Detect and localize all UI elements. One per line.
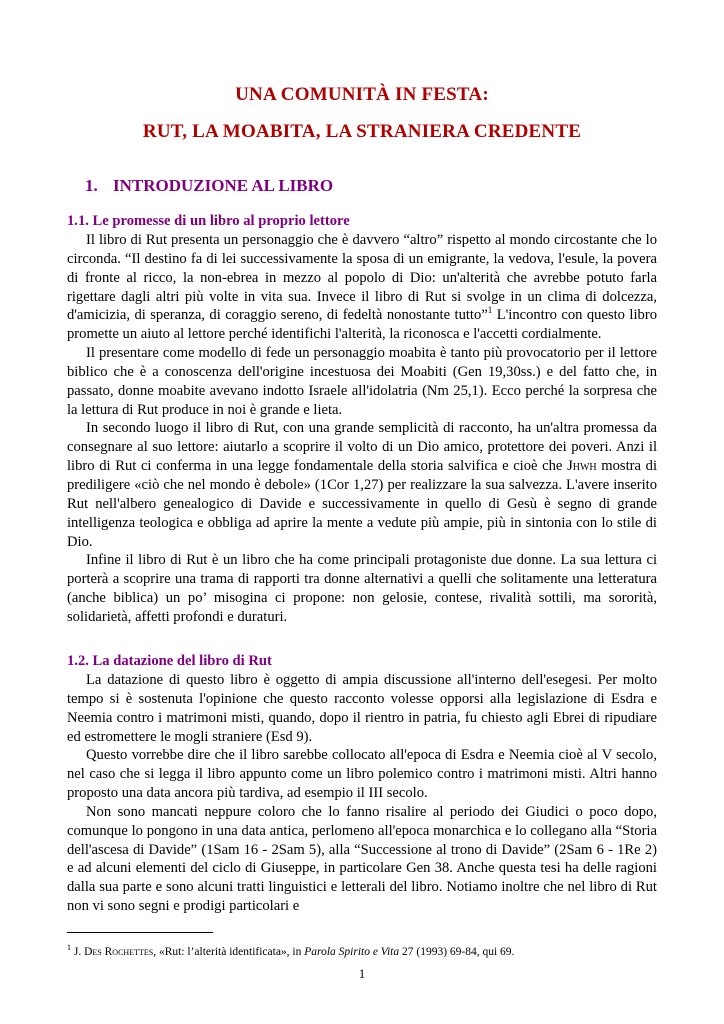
- footnote-ref[interactable]: 1: [487, 305, 493, 316]
- footnote-author: J. D: [71, 945, 93, 958]
- subsection-1-2: [67, 652, 657, 916]
- footnote-citation: 27 (1993) 69-84, qui 69.: [399, 945, 515, 958]
- paragraph: Il presentare come modello di fede un personaggio moabita è tanto più provocatorio per il lettore biblico che è a conoscenza dell'origine incestuosa dei Moabiti (Gen 19,30ss.) e del fatto che, in passato, donne moabite avevano indotto Israele all'idolatria (Nm 25,1). Ecco perché la sorpresa che la lettura di Rut produce in noi è grande e lieta.: [67, 345, 657, 418]
- section-heading: [85, 176, 333, 196]
- paragraph: La datazione di questo libro è oggetto di ampia discussione all'interno dell'esegesi. Per molto tempo si è sostenuta l'opinione che questo racconto volesse opporsi alla legislazione di Esdra e Neemia contro i matrimoni misti, quando, dopo il rientro in patria, fu chiesto agli Ebrei di ripudiare ed estromettere le mogli straniere (Esd 9).: [67, 672, 657, 745]
- section-number: 1.: [85, 176, 98, 195]
- paragraph: Questo vorrebbe dire che il libro sarebbe collocato all'epoca di Esdra e Neemia cioè al V secolo, nel caso che si legga il libro appunto come un libro polemico contro i matrimoni misti. Altri hanno proposto una data ancora più tardiva, ad esempio il III secolo.: [67, 747, 657, 802]
- divine-name: Jhwh: [567, 458, 597, 475]
- footnote-author-surname: es Rochettes: [92, 945, 154, 958]
- paragraph-text: mostra di prediligere «ciò che nel mondo è debole» (1Cor 1,27) per realizzare la sua salvezza. L'avere inserito Rut nell'albero genealogico di Davide e successivamente in quello di Gesù è segno di grande intelligenza teologica e obbliga ad aprire la mente a vedute più ampie, più in sintonia con lo stile di Dio.: [67, 458, 657, 550]
- paragraph-text: In secondo luogo il libro di Rut, con una grande semplicità di racconto, ha un'altra promessa da consegnare al suo lettore: aiutarlo a scoprire il volto di un Dio amico, protettore dei poveri. Anzi il libro di Rut ci conferma in una legge fondamentale della storia salvifica e cioè che: [67, 420, 657, 475]
- subsection-heading: 1.2. La datazione del libro di Rut: [67, 653, 272, 669]
- paragraph: Infine il libro di Rut è un libro che ha come principali protagoniste due donne. La sua lettura ci porterà a scoprire una trama di rapporti tra donne alternativi a quelli che solitamente una letteratura (anche biblica) un po’ misogina ci propone: non gelosie, contese, rivalità sottili, ma sororità, solidarietà, affetti profondi e duraturi.: [67, 552, 657, 625]
- document-title-line1: UNA COMUNITÀ IN FESTA:: [235, 84, 489, 105]
- document-title-line2: RUT, LA MOABITA, LA STRANIERA CREDENTE: [142, 121, 582, 142]
- footnote-separator: [67, 932, 213, 933]
- subsection-heading: 1.1. Le promesse di un libro al proprio lettore: [67, 213, 350, 229]
- paragraph: [67, 231, 657, 344]
- subsection-1-1: [67, 212, 657, 627]
- footnote-journal: Parola Spirito e Vita: [304, 945, 400, 958]
- section-title: INTRODUZIONE AL LIBRO: [113, 176, 334, 195]
- paragraph: [67, 419, 657, 551]
- footnote-article-title: , «Rut: l’alterità identificata», in: [153, 945, 305, 958]
- page-number: 1: [358, 967, 366, 981]
- footnote: [67, 940, 657, 960]
- footnote-number: 1: [67, 943, 71, 952]
- paragraph-text: L'incontro con questo libro promette un aiuto al lettore perché identifichi l'alterità, la riconosca e l'accetti cordialmente.: [67, 307, 657, 343]
- paragraph: Non sono mancati neppure coloro che lo fanno risalire al periodo dei Giudici o poco dopo, comunque lo pongono in una data antica, perlomeno all'epoca monarchica e lo collegano alla “Storia dell'ascesa di Davide” (1Sam 16 - 2Sam 5), alla “Successione al trono di Davide” (2Sam 6 - 1Re 2) e ad alcuni elementi del ciclo di Giuseppe, in particolare Gen 38. Anche questa tesi ha delle ragioni dalla sua parte e sono alcuni tratti linguistici e letterali del libro. Notiamo inoltre che nel libro di Rut non vi sono segni e prodigi particolari e: [67, 803, 657, 915]
- paragraph-text: Il libro di Rut presenta un personaggio che è davvero “altro” rispetto al mondo circostante che lo circonda. “Il destino fa di lei successivamente la sposa di un emigrante, la vedova, l'esule, la povera di fronte al ricco, la non-ebrea in mezzo al popolo di Dio: un'alterità che avrebbe potuto farla rigettare dagli altri più volte in vita sua. Invece il libro di Rut si svolge in un clima di dolcezza, d'amicizia, di speranza, di coraggio sereno, di fedeltà nonostante tutto”: [67, 232, 657, 324]
